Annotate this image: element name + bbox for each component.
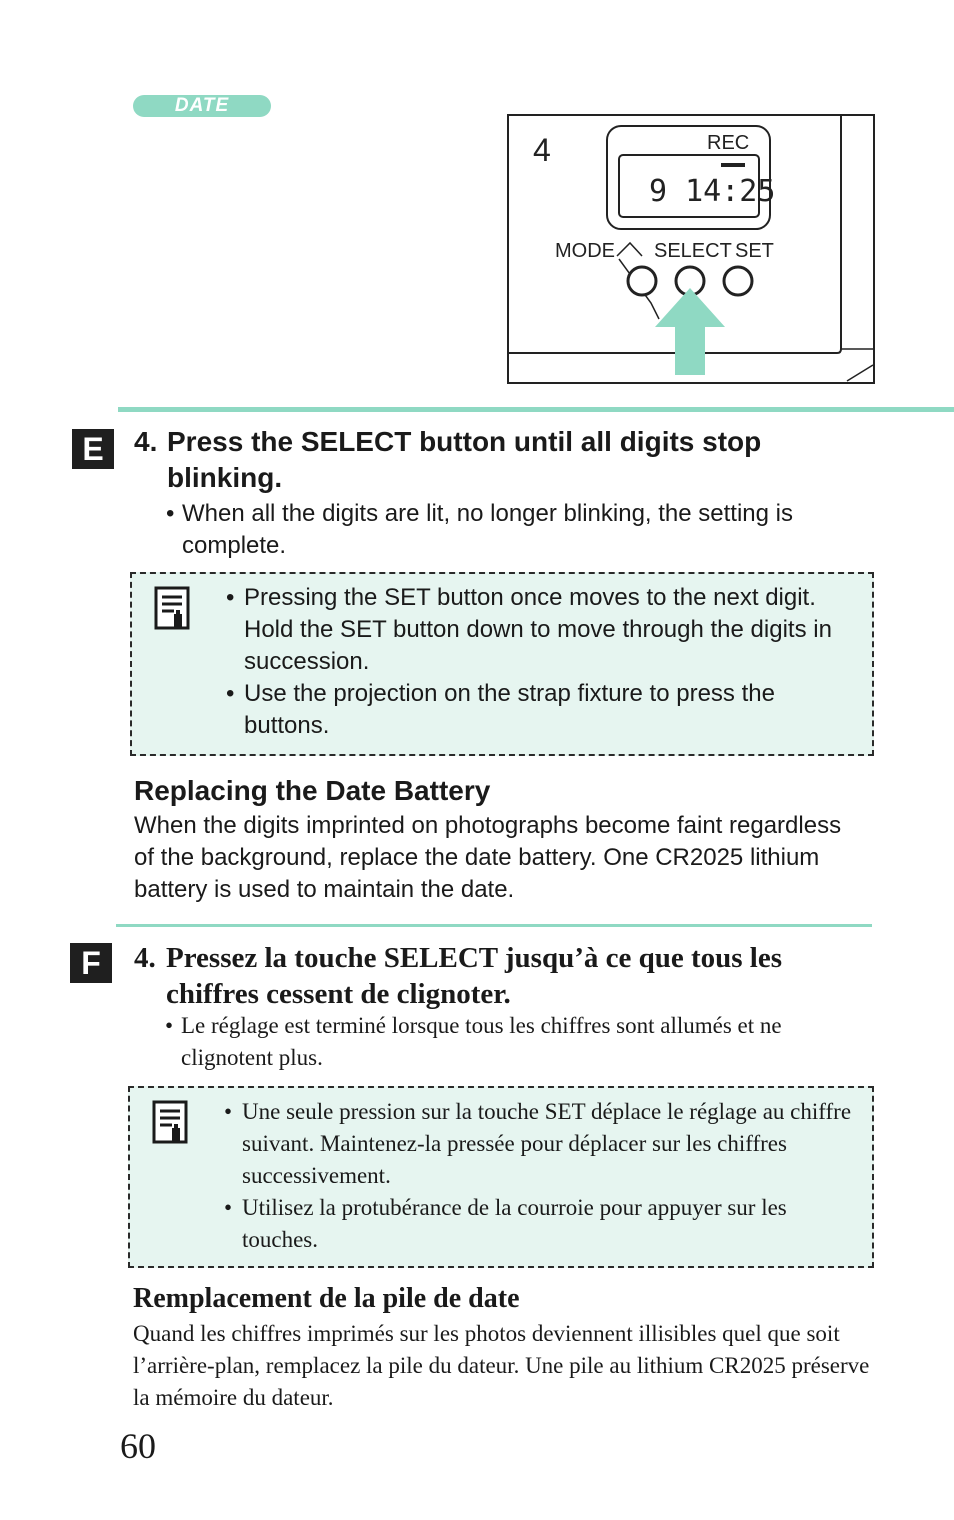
step-title-line2: chiffres cessent de clignoter. xyxy=(166,978,511,1010)
section-divider-french xyxy=(116,924,872,927)
mode-button xyxy=(628,267,656,295)
memo-icon xyxy=(152,1100,188,1144)
step-title-line2: blinking. xyxy=(167,462,283,493)
note-item: • Utilisez la protubérance de la courroie pour appuyer sur les touches. xyxy=(224,1192,864,1256)
paragraph-remplacement-pile: Quand les chiffres imprimés sur les photos deviennent illisibles quel que soit l’arrière-plan, remplacez la pile du dateur. Une pile au lithium CR2025 préserve la mémoire du dateur. xyxy=(133,1321,870,1410)
page-number: 60 xyxy=(120,1426,156,1466)
note-item: • Use the projection on the strap fixture to press the buttons. xyxy=(226,678,846,742)
step-bullet-text: When all the digits are lit, no longer blinking, the setting is complete. xyxy=(182,500,794,559)
section-tag-date: DATE xyxy=(133,95,271,117)
label-mode: MODE xyxy=(555,240,615,262)
lcd-time-display: 9 14:25 xyxy=(649,174,776,209)
heading-remplacement-pile: Remplacement de la pile de date xyxy=(133,1283,520,1314)
paragraph-replacing-battery: When the digits imprinted on photographs become faint regardless of the background, replace the date battery. One CR2025 lithium battery is used to maintain the date. xyxy=(134,812,842,903)
note-list-french xyxy=(224,1096,864,1256)
lcd-rec-label: REC xyxy=(707,132,750,154)
step-bullet-english: • When all the digits are lit, no longer blinking, the setting is complete. xyxy=(166,498,878,562)
camera-control-diagram xyxy=(507,113,875,385)
label-set: SET xyxy=(735,240,774,262)
note-list-english xyxy=(226,582,846,742)
note-item: • Une seule pression sur la touche SET déplace le réglage au chiffre suivant. Maintenez-la pressée pour déplacer sur les chiffres successivement. xyxy=(224,1096,864,1192)
step-title-line1: Pressez la touche SELECT jusqu’à ce que tous les xyxy=(166,942,783,974)
diagram-step-number: 4 xyxy=(533,132,551,168)
step-bullet-french: • Le réglage est terminé lorsque tous les chiffres sont allumés et ne clignotent plus. xyxy=(165,1010,865,1074)
step-heading-french xyxy=(134,940,894,1012)
note-item: • Pressing the SET button once moves to the next digit. Hold the SET button down to move through the digits in succession. xyxy=(226,582,846,678)
step-bullet-text: Le réglage est terminé lorsque tous les chiffres sont allumés et ne clignotent plus. xyxy=(181,1013,782,1070)
section-divider-english xyxy=(118,407,954,412)
set-button xyxy=(724,267,752,295)
note-box-english xyxy=(130,572,874,756)
label-select: SELECT xyxy=(654,240,732,262)
language-badge-english: E xyxy=(72,429,114,469)
memo-icon xyxy=(154,586,190,630)
step-number: 4. xyxy=(134,426,158,457)
step-heading-english xyxy=(134,424,894,496)
step-title-line1: Press the SELECT button until all digits stop xyxy=(167,426,762,457)
language-badge-french: F xyxy=(70,943,112,983)
step-number: 4. xyxy=(134,942,156,974)
note-box-french xyxy=(128,1086,874,1268)
heading-replacing-battery: Replacing the Date Battery xyxy=(134,775,491,806)
